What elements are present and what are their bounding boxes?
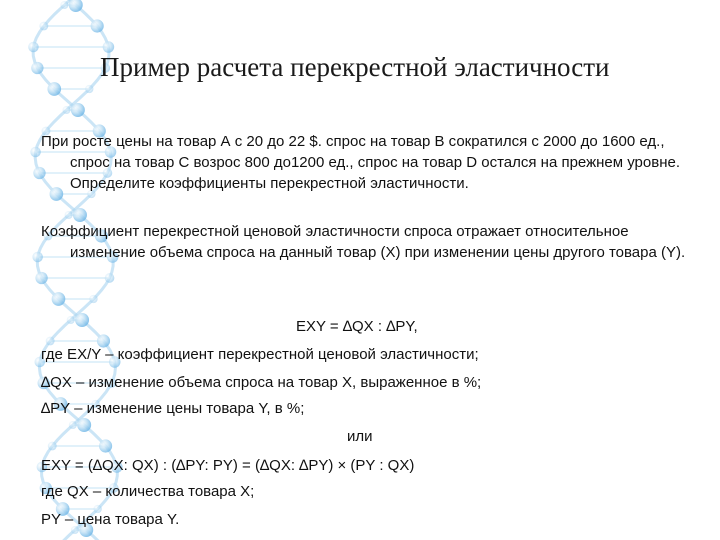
definition-text: Коэффициент перекрестной ценовой эластичности спроса отражает относительное изменение объема спроса на данный товар (Х) при изменении цены другого товара (Y). [41, 223, 686, 261]
delta-py-explanation: ∆PY – изменение цены товара Y, в %; [41, 400, 305, 417]
problem-text: При росте цены на товар А с 20 до 22 $. спрос на товар В сократился с 2000 до 1600 ед., спрос на товар С возрос 800 до1200 ед., спрос на товар D остался на прежнем уровне. Определите коэффициенты перекрестной эластичности. [41, 133, 681, 192]
py-explanation: PY – цена товара Y. [41, 511, 180, 528]
slide-title: Пример расчета перекрестной эластичности [100, 52, 610, 82]
exy-explanation: где EX/Y – коэффициент перекрестной ценовой эластичности; [41, 346, 479, 363]
alternative-formula: EXY = (∆QX: QX) : (∆PY: PY) = (∆QX: ∆PY) × (PY : QX) [41, 457, 415, 474]
main-formula: EXY = ∆QX : ∆PY, [296, 318, 418, 335]
delta-qx-explanation: ∆QX – изменение объема спроса на товар Х, выраженное в %; [41, 374, 482, 391]
qx-explanation: где QX – количества товара Х; [41, 483, 255, 500]
or-separator: или [347, 428, 373, 445]
